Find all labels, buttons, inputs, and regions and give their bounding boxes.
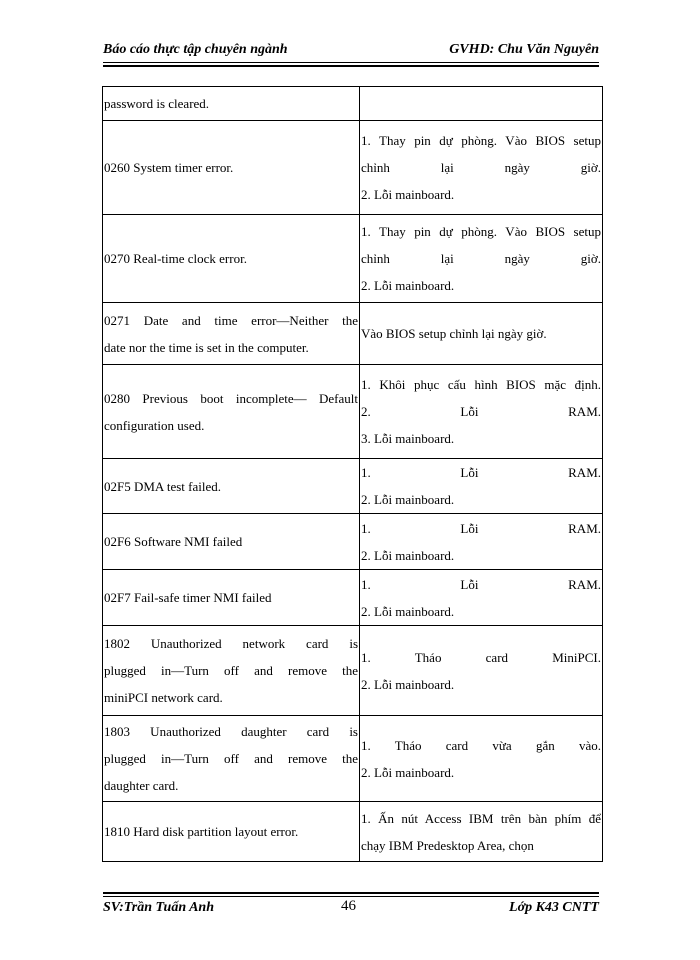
error-text-line: 1803 Unauthorized daughter card is — [104, 724, 358, 739]
table-row — [103, 802, 603, 862]
remedy-text-line: Vào BIOS setup chỉnh lại ngày giờ. — [361, 326, 547, 341]
error-text-line: 02F5 DMA test failed. — [104, 478, 221, 494]
remedy-cell — [360, 570, 603, 626]
remedy-cell — [360, 716, 603, 802]
remedy-cell — [360, 215, 603, 303]
remedy-cell — [360, 626, 603, 716]
error-message-cell — [103, 459, 360, 514]
table-row — [103, 570, 603, 626]
remedy-cell — [360, 121, 603, 215]
remedy-text-line: 1. Lỗi RAM. — [361, 520, 601, 536]
remedy-text-line: 3. Lỗi mainboard. — [361, 431, 455, 446]
error-code-table-body — [103, 87, 603, 862]
error-text-line: 1810 Hard disk partition layout error. — [104, 824, 299, 839]
page-number: 46 — [341, 898, 356, 914]
error-text-line: 02F7 Fail-safe timer NMI failed — [104, 590, 272, 605]
header-rule-thick — [103, 65, 599, 67]
error-text-line: password is cleared. — [104, 96, 210, 111]
remedy-text-line: 2. Lỗi RAM. — [361, 404, 601, 419]
remedy-text-line: 1. Tháo card vừa gắn vào. — [361, 737, 601, 753]
remedy-text-line: 1. Thay pin dự phòng. Vào BIOS setup — [361, 224, 601, 239]
remedy-text-line: 1. Lỗi RAM. — [361, 576, 601, 592]
remedy-text-line: chỉnh lại ngày giờ. — [361, 160, 601, 175]
error-text-line: 02F6 Software NMI failed — [104, 534, 243, 549]
table-row — [103, 303, 603, 365]
error-text-line: date nor the time is set in the computer. — [104, 339, 309, 355]
page-footer — [103, 898, 599, 920]
error-text-line: 0280 Previous boot incomplete— Default — [104, 390, 358, 406]
error-text-line: miniPCI network card. — [104, 690, 223, 705]
table-row — [103, 459, 603, 514]
remedy-cell — [360, 802, 603, 862]
footer-rule-thin — [103, 896, 599, 897]
error-message-cell — [103, 365, 360, 459]
remedy-text-line: chỉnh lại ngày giờ. — [361, 251, 601, 266]
remedy-text-line: 1. Ấn nút Access IBM trên bàn phím để — [361, 810, 601, 826]
header-advisor: GVHD: Chu Văn Nguyên — [449, 42, 599, 57]
remedy-cell — [360, 365, 603, 459]
remedy-text-line: 1. Tháo card MiniPCI. — [361, 649, 601, 665]
remedy-text-line: 2. Lỗi mainboard. — [361, 492, 455, 507]
remedy-cell — [360, 87, 603, 121]
error-text-line: 0260 System timer error. — [104, 160, 234, 175]
error-text-line: plugged in—Turn off and remove the — [104, 751, 358, 766]
table-row — [103, 215, 603, 303]
remedy-cell — [360, 303, 603, 365]
error-code-table — [102, 86, 603, 862]
error-text-line: 0271 Date and time error—Neither the — [104, 312, 358, 328]
error-text-line: configuration used. — [104, 417, 205, 433]
error-text-line: daughter card. — [104, 778, 179, 793]
header-report-title: Báo cáo thực tập chuyên ngành — [103, 42, 288, 57]
error-message-cell — [103, 626, 360, 716]
remedy-text-line: 1. Lỗi RAM. — [361, 465, 601, 480]
remedy-text-line: 2. Lỗi mainboard. — [361, 764, 455, 780]
remedy-text-line: 1. Thay pin dự phòng. Vào BIOS setup — [361, 133, 601, 148]
error-message-cell — [103, 802, 360, 862]
error-text-line: 1802 Unauthorized network card is — [104, 636, 358, 651]
table-row — [103, 514, 603, 570]
error-message-cell — [103, 215, 360, 303]
remedy-text-line: 2. Lỗi mainboard. — [361, 676, 455, 692]
table-row — [103, 87, 603, 121]
page-header — [103, 40, 599, 62]
footer-student: SV:Trần Tuấn Anh — [103, 900, 215, 915]
table-row — [103, 716, 603, 802]
remedy-text-line: 2. Lỗi mainboard. — [361, 278, 455, 293]
table-row — [103, 121, 603, 215]
error-message-cell — [103, 121, 360, 215]
error-text-line: 0270 Real-time clock error. — [104, 251, 247, 266]
table-row — [103, 626, 603, 716]
error-message-cell — [103, 570, 360, 626]
table-row — [103, 365, 603, 459]
remedy-text-line: 1. Khôi phục cấu hình BIOS mặc định. — [361, 377, 601, 392]
remedy-text-line: 2. Lỗi mainboard. — [361, 187, 455, 202]
error-message-cell — [103, 514, 360, 570]
error-text-line: plugged in—Turn off and remove the — [104, 663, 358, 678]
remedy-cell — [360, 514, 603, 570]
header-rule-thin — [103, 62, 599, 63]
error-message-cell — [103, 87, 360, 121]
remedy-cell — [360, 459, 603, 514]
remedy-text-line: 2. Lỗi mainboard. — [361, 547, 455, 563]
footer-class: Lớp K43 CNTT — [509, 900, 599, 915]
error-message-cell — [103, 716, 360, 802]
error-message-cell — [103, 303, 360, 365]
remedy-text-line: 2. Lỗi mainboard. — [361, 603, 455, 619]
remedy-text-line: chạy IBM Predesktop Area, chọn — [361, 837, 534, 853]
footer-rule-thick — [103, 892, 599, 894]
